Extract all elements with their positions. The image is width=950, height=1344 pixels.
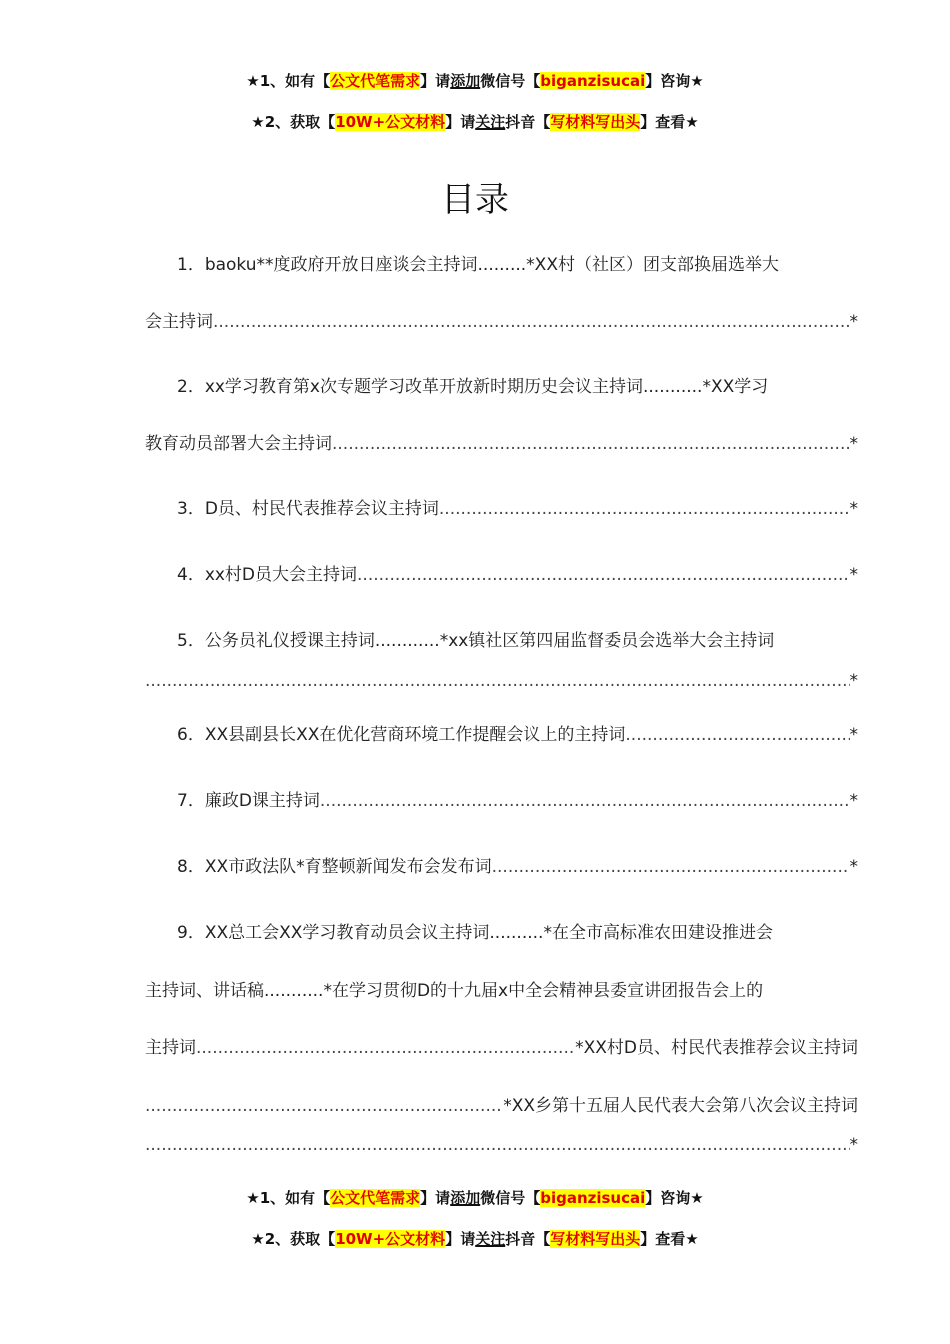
promo-text: 】咨询★ xyxy=(645,1189,704,1207)
toc-entry-9-line-5[interactable]: ..... * xyxy=(145,1132,858,1158)
promo-text: 微信号【 xyxy=(480,72,541,90)
promo-text: ★1、如有【 xyxy=(246,72,331,90)
promo-highlight: 公文代笔需求 xyxy=(330,1189,421,1207)
toc-entry-9-line-1[interactable]: 9．XX总工会XX学习教育动员会议主持词 .......... *在全市高标准农田建设推进会 xyxy=(177,923,773,943)
promo-text: 】查看★ xyxy=(640,1230,699,1248)
promo-text: 】请 xyxy=(445,113,476,131)
toc-entry-9-line-4[interactable]: ..... *XX乡第十五届人民代表大会第八次会议主持词 xyxy=(145,1093,858,1119)
page-title: 目录 xyxy=(441,180,509,220)
promo-text: 抖音【 xyxy=(505,1230,551,1248)
promo-emphasis: 关注 xyxy=(475,1230,506,1248)
toc-entry-6[interactable]: 6．XX县副县长XX在优化营商环境工作提醒会议上的主持词 ..... * xyxy=(145,722,858,748)
dot-leader xyxy=(145,1132,850,1158)
header-promo-line-1 xyxy=(0,70,950,91)
toc-entry-7[interactable]: 7．廉政D课主持词 ..... * xyxy=(145,788,858,814)
promo-text: 】请 xyxy=(420,72,451,90)
promo-text: ★2、获取【 xyxy=(251,113,336,131)
dot-leader xyxy=(145,668,850,694)
dot-leader xyxy=(320,788,850,814)
dot-leader xyxy=(357,562,849,588)
toc-entry-2-line-2[interactable]: 教育动员部署大会主持词 ..... * xyxy=(145,431,858,457)
dot-leader xyxy=(492,854,850,880)
toc-entry-8[interactable]: 8．XX市政法队*育整顿新闻发布会发布词 ..... * xyxy=(145,854,858,880)
promo-text: 】查看★ xyxy=(640,113,699,131)
promo-highlight: 公文代笔需求 xyxy=(330,72,421,90)
wechat-id: biganzisucai xyxy=(540,1189,646,1207)
toc-entry-1-line-1[interactable]: 1．baoku**度政府开放日座谈会主持词 ......... *XX村（社区）团支部换届选举大 xyxy=(177,255,779,275)
promo-emphasis: 添加 xyxy=(450,1189,481,1207)
promo-text: ★1、如有【 xyxy=(246,1189,331,1207)
toc-entry-9-line-2[interactable]: 主持词、讲话稿 ........... *在学习贯彻D的十九届x中全会精神县委宣讲团报告会上的 xyxy=(145,981,764,1001)
dot-leader xyxy=(332,431,850,457)
toc-entry-5-line-1[interactable]: 5．公务员礼仪授课主持词 ............ *xx镇社区第四届监督委员会选举大会主持词 xyxy=(177,631,775,651)
douyin-account: 写材料写出头 xyxy=(550,1230,641,1248)
toc-entry-9-line-3[interactable]: 主持词 ..... *XX村D员、村民代表推荐会议主持词 xyxy=(145,1035,858,1061)
footer-promo-line-2 xyxy=(0,1228,950,1249)
promo-text: 】咨询★ xyxy=(645,72,704,90)
toc-entry-2-line-1[interactable]: 2．xx学习教育第x次专题学习改革开放新时期历史会议主持词 ........... *XX学习 xyxy=(177,377,769,397)
dot-leader xyxy=(145,1093,503,1119)
wechat-id: biganzisucai xyxy=(540,72,646,90)
promo-highlight: 10W+公文材料 xyxy=(335,113,446,131)
promo-text: 】请 xyxy=(420,1189,451,1207)
toc-entry-3[interactable]: 3．D员、村民代表推荐会议主持词 ..... * xyxy=(145,496,858,522)
douyin-account: 写材料写出头 xyxy=(550,113,641,131)
promo-highlight: 10W+公文材料 xyxy=(335,1230,446,1248)
promo-emphasis: 关注 xyxy=(475,113,506,131)
footer-promo-line-1 xyxy=(0,1187,950,1208)
toc-entry-4[interactable]: 4．xx村D员大会主持词 ..... * xyxy=(145,562,858,588)
promo-emphasis: 添加 xyxy=(450,72,481,90)
promo-text: 】请 xyxy=(445,1230,476,1248)
dot-leader xyxy=(213,309,850,335)
header-promo-line-2 xyxy=(0,111,950,132)
dot-leader xyxy=(196,1035,575,1061)
promo-text: ★2、获取【 xyxy=(251,1230,336,1248)
dot-leader xyxy=(439,496,850,522)
promo-text: 微信号【 xyxy=(480,1189,541,1207)
toc-entry-1-line-2[interactable]: 会主持词 ..... * xyxy=(145,309,858,335)
promo-text: 抖音【 xyxy=(505,113,551,131)
toc-entry-5-line-2[interactable]: ..... * xyxy=(145,668,858,694)
dot-leader xyxy=(625,722,849,748)
